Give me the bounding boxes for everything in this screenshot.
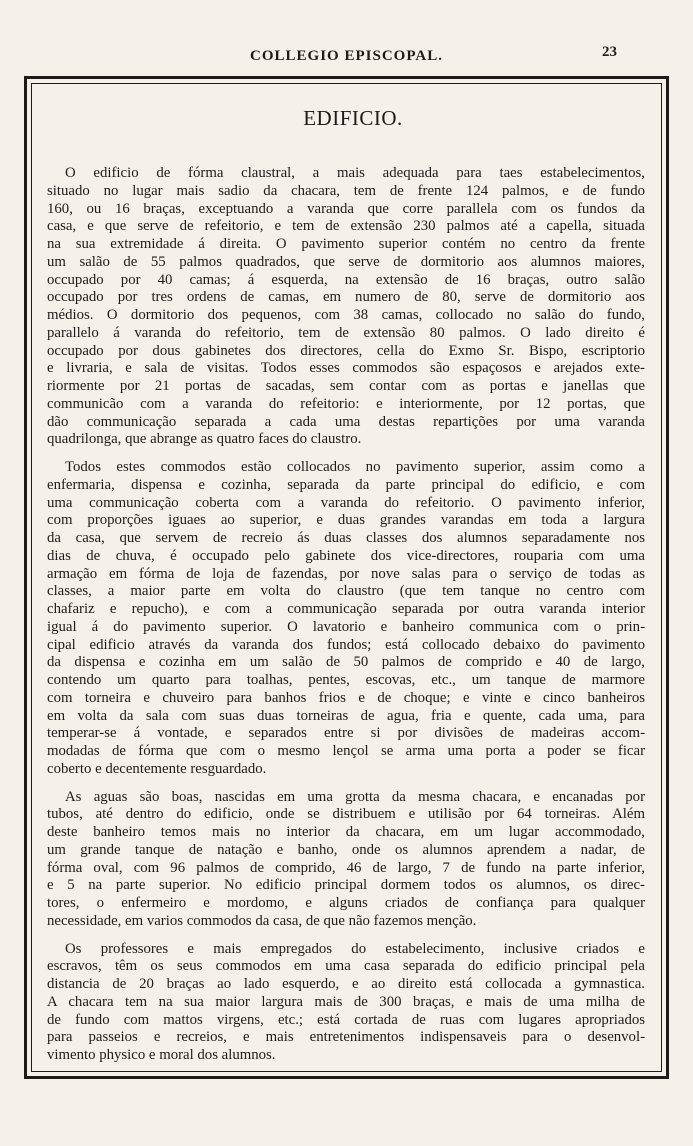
text-line: chafariz e repucho), e com a communicação separada por outra varanda interior (47, 601, 645, 617)
body-text (47, 165, 645, 1065)
paragraph (47, 941, 645, 1065)
paragraph (47, 789, 645, 931)
text-line: fórma oval, com 96 palmos de comprido, 46 de largo, 7 de fundo na parte inferior, (47, 859, 645, 876)
section-heading: EDIFICIO. (303, 106, 403, 130)
text-line: médios. O dormitorio dos pequenos, com 38 camas, collocado no salão do fundo, (47, 307, 645, 323)
text-line: em volta da sala com suas duas torneiras de agua, fria e quente, cada uma, para (47, 707, 645, 724)
text-line: situado no lugar mais sadio da chacara, tem de frente 124 palmos, e de fundo (47, 182, 645, 199)
text-line: na sua extremidade á direita. O pavimento superior contém no centro da frente (47, 236, 645, 252)
text-line: igual á do pavimento superior. O lavatorio e banheiro communica com o prin- (47, 618, 645, 635)
text-line: de fundo com mattos virgens, etc.; está cortada de ruas com lugares apropriados (47, 1011, 645, 1028)
text-line: deste banheiro temos mais no interior da chacara, em um lugar accommodado, (47, 824, 645, 840)
text-line: armação em fórma de loja de fazendas, por nove salas para o serviço de todas as (47, 565, 645, 582)
text-line: temperar-se á vontade, e separados entre si por divisões de madeiras accom- (47, 725, 645, 742)
text-line: quadrilonga, que abrange as quatro faces do claustro. (47, 431, 362, 448)
page-content (47, 106, 645, 1075)
text-line: casa, e que serve de refeitorio, e tem de extensão 230 palmos até a capella, situada (47, 218, 645, 235)
text-line: occupado por tres ordens de camas, em numero de 80, serve de dormitorio aos (47, 289, 645, 306)
text-line: tubos, até dentro do edificio, onde se distribuem e utilisão por 64 torneiras. Além (47, 806, 645, 823)
text-line: com proporções iguaes ao superior, e duas grandes varandas em toda a largura (47, 512, 645, 529)
text-line: para passeios e recreios, e mais entretenimentos indispensaveis para o desenvol- (47, 1029, 645, 1046)
text-line: cipal edificio através da varanda dos fundos; está collocado debaixo do pavimento (47, 636, 645, 653)
text-line: da casa, que servem de recreio ás duas classes dos alumnos separadamente nos (47, 530, 645, 546)
text-line: dias de chuva, é occupado pelo gabinete dos vice-directores, rouparia com uma (47, 547, 645, 564)
text-line: distancia de 20 braças ao lado esquerdo, e ao direito está collocada a gymnastica. (47, 976, 645, 992)
text-line: dão communicação separada a cada uma destas repartições por uma varanda (47, 413, 645, 430)
text-line: enfermaria, dispensa e cozinha, separada da parte principal do edificio, e com (47, 476, 645, 493)
text-line: e livraria, e sala de visitas. Todos esses commodos são espaçosos e arejados exte- (47, 360, 645, 377)
text-line: contendo um quarto para toalhas, pentes, escovas, etc., um tanque de marmore (47, 672, 645, 688)
text-line: modadas de fórma que com o mesmo lençol se arma uma porta a poder se ficar (47, 743, 645, 759)
paragraph (47, 459, 645, 779)
text-line: As aguas são boas, nascidas em uma grotta da mesma chacara, e encanadas por (65, 788, 645, 805)
text-line: classes, a maior parte em volta do claustro (que tem tanque no centro com (47, 583, 645, 600)
text-line: da dispensa e cozinha em um salão de 50 palmos de comprido e 40 de largo, (47, 654, 645, 671)
text-line: necessidade, em varios commodos da casa, de que não fazemos menção. (47, 912, 477, 929)
text-line: uma communicação coberta com a varanda do refeitorio. O pavimento inferior, (47, 494, 645, 511)
running-head (0, 44, 693, 68)
text-line: 160, ou 16 braças, exceptuando a varanda que corre parallela com os fundos da (47, 200, 645, 217)
paragraph (47, 165, 645, 449)
text-line: communicão com a varanda do refeitorio: e interiormente, por 12 portas, que (47, 395, 645, 412)
text-line: Todos estes commodos estão collocados no pavimento superior, assim como a (65, 459, 645, 475)
text-line: occupado por 40 camas; á esquerda, na extensão de 16 braças, outro salão (47, 271, 645, 288)
text-line: um grande tanque de natação e banho, onde os alumnos aprendem a nadar, de (47, 841, 645, 858)
text-line: e 5 na parte superior. No edificio principal dormem todos os alumnos, os direc- (47, 877, 645, 894)
text-line: occupado por dous gabinetes dos directores, cella do Exmo Sr. Bispo, escriptorio (47, 342, 645, 359)
text-line: A chacara tem na sua maior largura mais de 300 braças, e mais de uma milha de (47, 993, 645, 1010)
text-line: um salão de 55 palmos quadrados, que serve de dormitorio aos alumnos maiores, (47, 253, 645, 270)
text-line: riormente por 21 portas de sacadas, sem contar com as portas e janellas que (47, 378, 645, 394)
text-line: tores, o enfermeiro e mordomo, e alguns criados de confiança para qualquer (47, 895, 645, 911)
text-line: O edificio de fórma claustral, a mais adequada para taes estabelecimentos, (65, 165, 645, 181)
text-line: parallelo á varanda do refeitorio, tem de extensão 80 palmos. O lado direito é (47, 324, 645, 341)
text-line: vimento physico e moral dos alumnos. (47, 1047, 276, 1063)
text-line: com torneira e chuveiro para banhos frios e de choque; e vinte e cinco banheiros (47, 689, 645, 706)
running-title: COLLEGIO EPISCOPAL. (250, 48, 443, 64)
page-number: 23 (602, 44, 617, 60)
text-line: coberto e decentemente resguardado. (47, 760, 267, 777)
text-line: Os professores e mais empregados do estabelecimento, inclusive criados e (65, 940, 645, 957)
text-line: escravos, têm os seus commodos em uma casa separada do edificio principal pela (47, 958, 645, 975)
